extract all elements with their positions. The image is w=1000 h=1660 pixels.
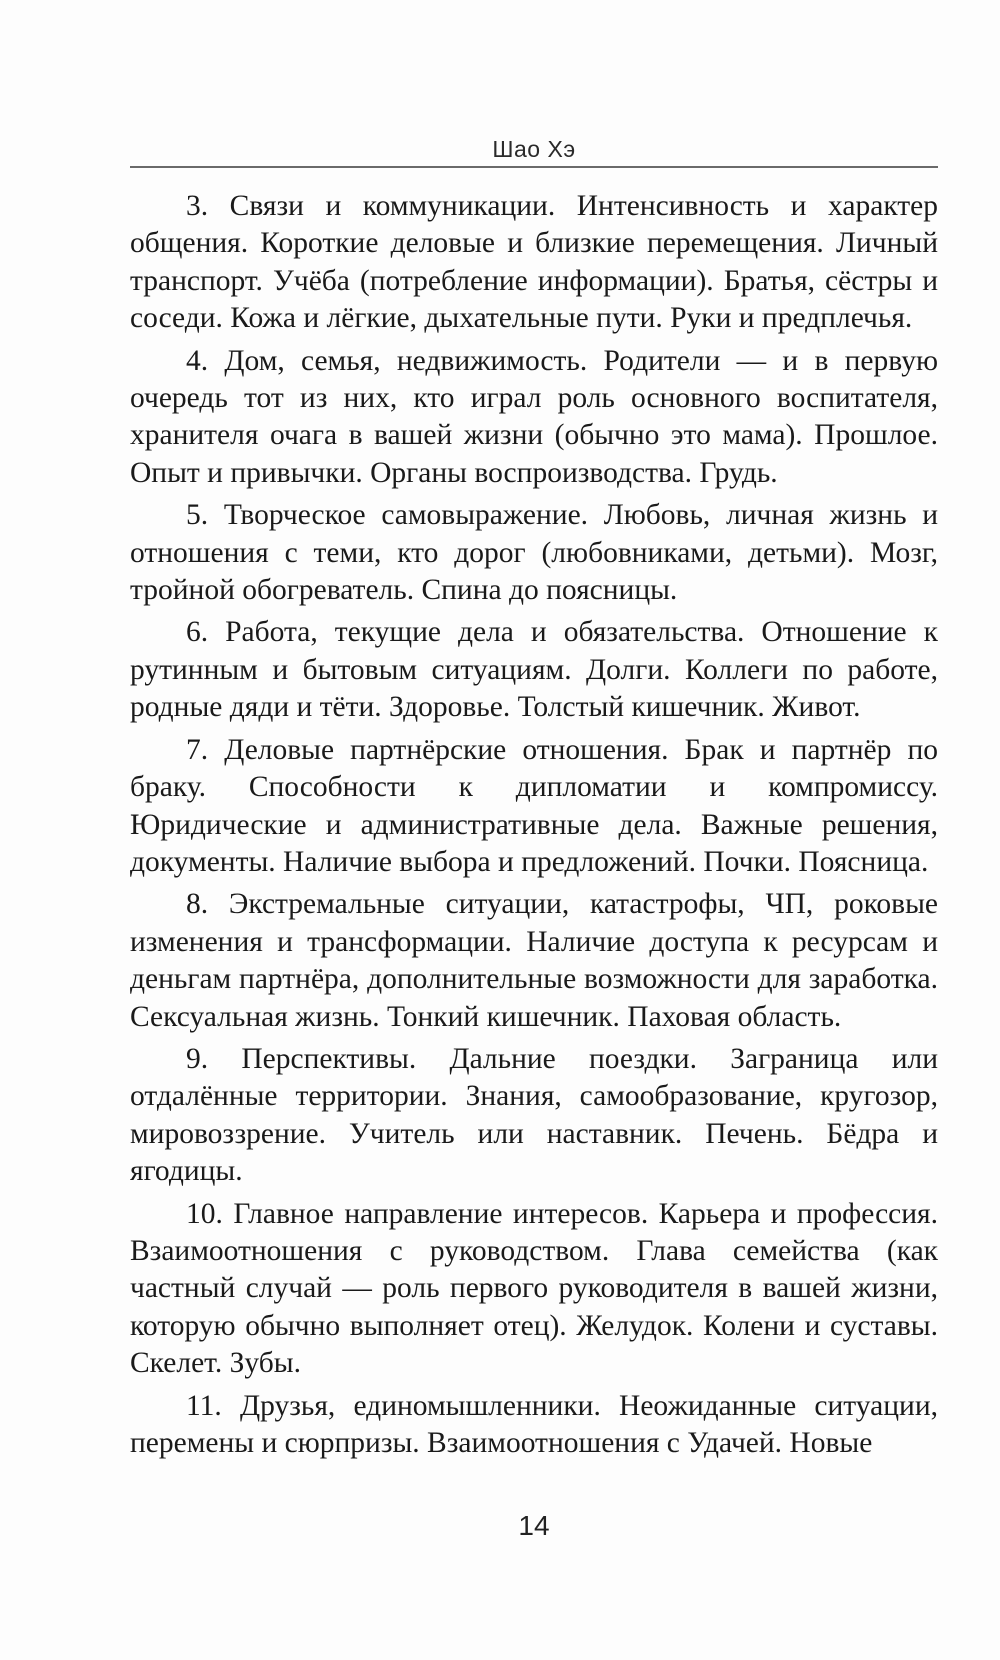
paragraph-house-4: 4. Дом, семья, недвижимость. Родители — и в первую очередь тот из них, кто играл роль основного воспитателя, хранителя очага в вашей жизни (обычно это мама). Прошлое. Опыт и привычки. Органы воспроизводства. Грудь. [130,344,938,489]
paragraph-house-3: 3. Связи и коммуникации. Интенсивность и характер общения. Короткие деловые и близкие перемещения. Личный транспорт. Учёба (потребление информации). Братья, сёстры и соседи. Кожа и лёгкие, дыхательные пути. Руки и предплечья. [130,190,938,335]
body-text [130,188,938,1467]
running-head: Шао Хэ [492,136,576,162]
header-rule [130,166,938,168]
paragraph-house-11: 11. Друзья, единомышленники. Неожиданные ситуации, перемены и сюрпризы. Взаимоотношения с Удачей. Новые [130,1389,938,1459]
paragraph-house-9: 9. Перспективы. Дальние поездки. Заграница или отдалённые территории. Знания, самообразование, кругозор, мировоззрение. Учитель или наставник. Печень. Бёдра и ягодицы. [130,1042,938,1188]
paragraph-house-7: 7. Деловые партнёрские отношения. Брак и партнёр по браку. Способности к дипломатии и компромиссу. Юридические и административные дела. Важные решения, документы. Наличие выбора и предложений. Почки. Поясница. [130,733,938,878]
paragraph-house-10: 10. Главное направление интересов. Карьера и профессия. Взаимоотношения с руководством. Глава семейства (как частный случай — роль первого руководителя в вашей жизни, которую обычно выполняет отец). Желудок. Колени и суставы. Скелет. Зубы. [130,1197,938,1380]
paragraph-house-5: 5. Творческое самовыражение. Любовь, личная жизнь и отношения с теми, кто дорог (любовниками, детьми). Мозг, тройной обогреватель. Спина до поясницы. [130,499,938,607]
paragraph-house-8: 8. Экстремальные ситуации, катастрофы, ЧП, роковые изменения и трансформации. Наличие доступа к ресурсам и деньгам партнёра, дополнительные возможности для заработка. Сексуальная жизнь. Тонкий кишечник. Паховая область. [130,888,938,1033]
page-number: 14 [518,1510,550,1541]
paragraph-house-6: 6. Работа, текущие дела и обязательства. Отношение к рутинным и бытовым ситуациям. Долги. Коллеги по работе, родные дяди и тёти. Здоровье. Толстый кишечник. Живот. [130,616,938,724]
